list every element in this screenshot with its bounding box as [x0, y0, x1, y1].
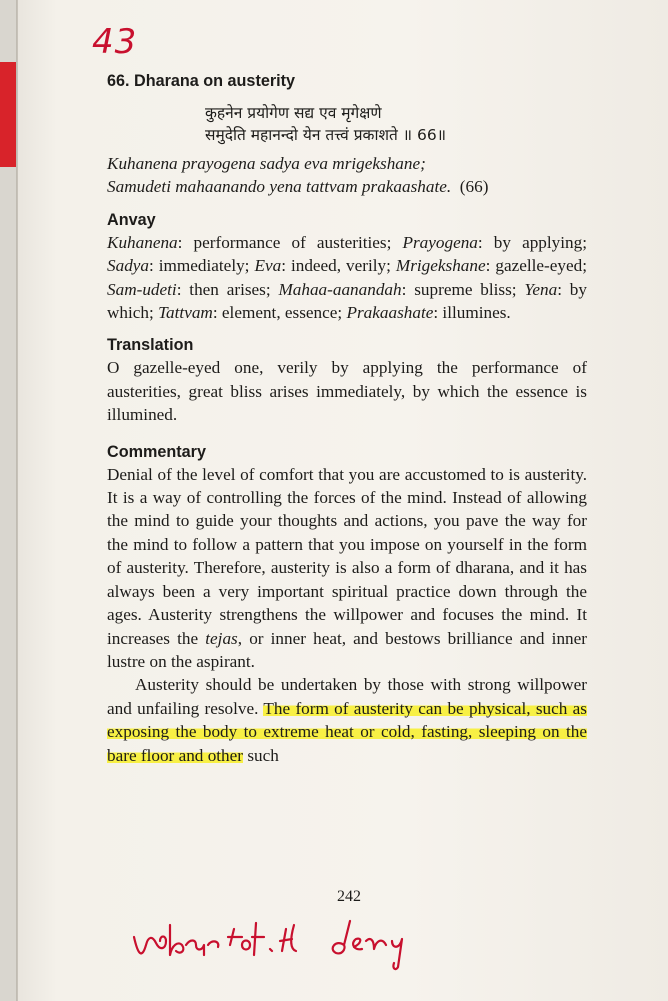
commentary-p1-italic: tejas — [205, 628, 238, 648]
page-content — [107, 70, 587, 767]
commentary-paragraph-2 — [107, 673, 587, 767]
page-number: 242 — [337, 888, 361, 905]
transliteration-line-2-text: Samudeti mahaanando yena tattvam prakaashate. — [107, 177, 452, 197]
anvay-gloss: : performance of austerities; — [177, 232, 403, 252]
anvay-term: Eva — [254, 256, 282, 276]
translation-text: O gazelle-eyed one, verily by applying the performance of austerities, great bliss arises immediately, by which the essence is illumined. — [107, 358, 587, 425]
anvay-text — [107, 231, 587, 325]
transliteration-line-1: Kuhanena prayogena sadya eva mrigekshane; — [107, 154, 426, 173]
sanskrit-verse — [205, 102, 587, 146]
sanskrit-line-1: कुहनेन प्रयोगेण सद्य एव मृगेक्षणे — [205, 104, 382, 122]
anvay-gloss: : by applying; — [477, 232, 587, 252]
anvay-term: Sadya — [107, 256, 150, 276]
commentary-p2-end: such — [243, 745, 279, 765]
anvay-term: Prayogena — [402, 232, 478, 252]
anvay-gloss: : supreme bliss; — [401, 279, 525, 299]
anvay-term: Mrigekshane — [395, 256, 486, 276]
anvay-gloss: : indeed, verily; — [281, 256, 396, 276]
translation-heading: Translation — [107, 336, 194, 355]
verse-number: (66) — [459, 177, 489, 197]
commentary-section — [107, 441, 587, 767]
anvay-section — [107, 209, 587, 325]
commentary-paragraph-1 — [107, 463, 587, 674]
commentary-heading: Commentary — [107, 442, 206, 461]
anvay-term: Sam-udeti — [107, 279, 177, 299]
sanskrit-line-2: समुदेति महानन्दो येन तत्त्वं प्रकाशते ॥ 66॥ — [205, 126, 446, 144]
handwritten-note — [130, 915, 430, 975]
anvay-term: Tattvam — [158, 303, 213, 323]
anvay-gloss: : then arises; — [176, 279, 279, 299]
highlighted-text: The form of austerity can be physical, such as exposing the body to extreme heat or cold, fasting, sleeping on the bare floor and other — [107, 698, 587, 765]
commentary-p1-text: Denial of the level of comfort that you are accustomed to is austerity. It is a way of controlling the forces of the mind. Instead of allowing the mind to guide your thoughts and actions, you pave the way for the mind to follow a pattern that you impose on yourself in the form of austerity. Therefore, austerity is also a form of dharana, and it has always been a very important spiritual practice down through the ages. Austerity strengthens the willpower and focuses the mind. It increases the — [107, 464, 587, 648]
anvay-term: Prakaashate — [346, 303, 434, 323]
transliteration-line-2 — [107, 175, 587, 198]
anvay-gloss: : gazelle-eyed; — [485, 256, 587, 276]
commentary-p1-end: , or inner heat, and bestows brilliance and inner lustre on the aspirant. — [107, 628, 587, 671]
anvay-term: Yena — [524, 279, 558, 299]
anvay-term: Mahaa-aanandah — [278, 279, 402, 299]
section-title: 66. Dharana on austerity — [107, 72, 296, 90]
anvay-gloss: : by which; — [107, 279, 587, 323]
anvay-heading: Anvay — [107, 210, 156, 229]
translation-section — [107, 334, 587, 426]
anvay-term: Kuhanena — [107, 232, 178, 252]
anvay-gloss: : immediately; — [149, 256, 255, 276]
anvay-gloss: : illumines. — [433, 303, 511, 323]
transliteration — [107, 152, 587, 199]
commentary-p2-start: Austerity should be undertaken by those with strong willpower and unfailing resolve. — [107, 675, 587, 718]
anvay-gloss: : element, essence; — [212, 303, 347, 323]
red-bookmark-tab — [0, 62, 16, 167]
handwritten-page-mark: 43 — [92, 22, 138, 62]
